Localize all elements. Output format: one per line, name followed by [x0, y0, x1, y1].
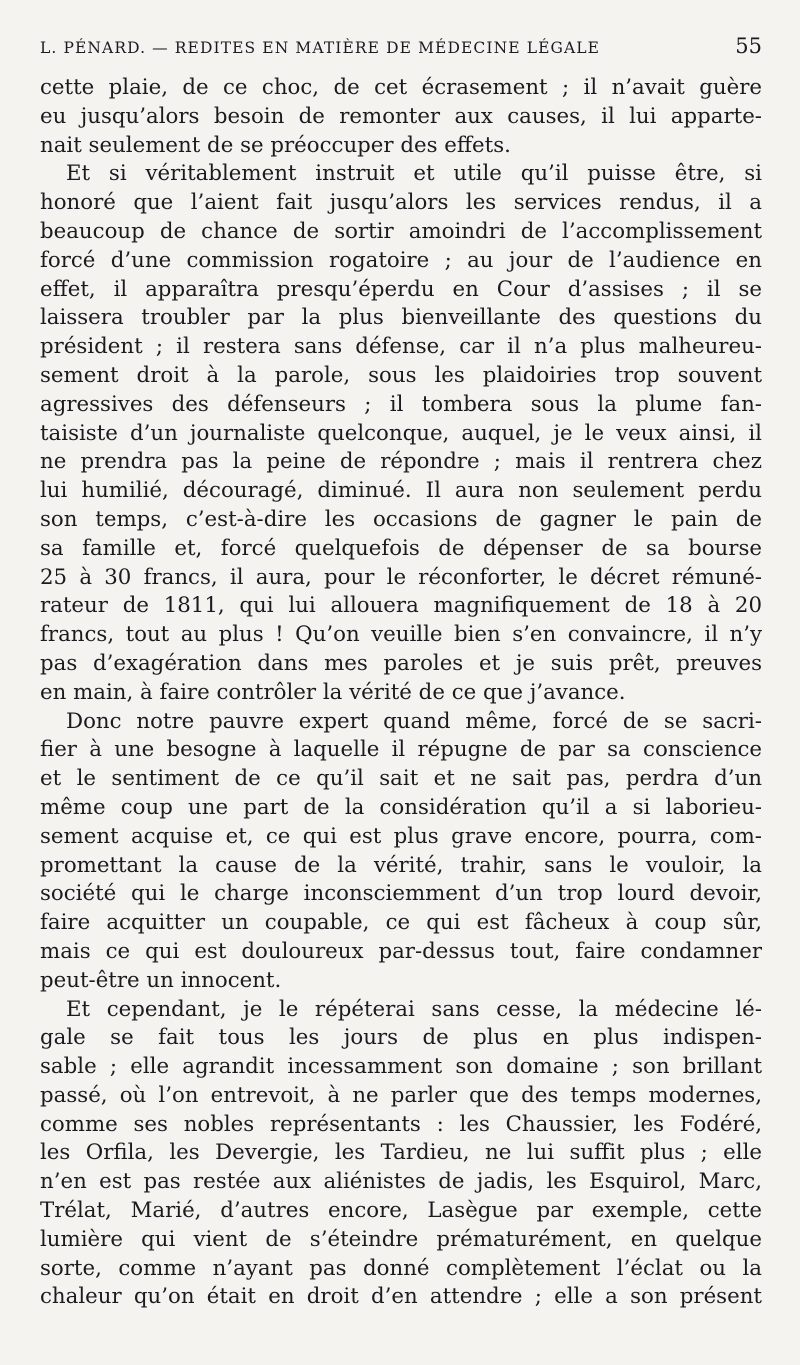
text-line: francs, tout au plus ! Qu’on veuille bien s’en convaincre, il n’y: [40, 622, 762, 648]
text-line: beaucoup de chance de sortir amoindri de l’accomplissement: [40, 218, 762, 244]
text-line: honoré que l’aient fait jusqu’alors les services rendus, il a: [40, 190, 762, 216]
text-line: faire acquitter un coupable, ce qui est fâcheux à coup sûr,: [40, 910, 762, 936]
text-line: effet, il apparaîtra presqu’éperdu en Cour d’assises ; il se: [40, 276, 762, 302]
text-line: et le sentiment de ce qu’il sait et ne sait pas, perdra d’un: [40, 766, 762, 792]
text-line: en main, à faire contrôler la vérité de ce que j’avance.: [40, 679, 626, 705]
text-line: ne prendra pas la peine de répondre ; mais il rentrera chez: [40, 449, 762, 475]
text-line: société qui le charge inconsciemment d’un trop lourd devoir,: [40, 881, 762, 907]
running-title: L. PÉNARD. — REDITES EN MATIÈRE DE MÉDECINE LÉGALE: [40, 39, 601, 57]
text-line: même coup une part de la considération qu’il a si laborieu-: [40, 794, 762, 820]
text-line: laissera troubler par la plus bienveillante des questions du: [40, 305, 762, 331]
text-line: comme ses nobles représentants : les Chaussier, les Fodéré,: [40, 1111, 762, 1137]
text-line: son temps, c’est-à-dire les occasions de gagner le pain de: [40, 506, 762, 532]
text-line: promettant la cause de la vérité, trahir, sans le vouloir, la: [40, 852, 762, 878]
text-line: chaleur qu’on était en droit d’en attendre ; elle a son présent: [40, 1284, 762, 1310]
text-line: Et cependant, je le répéterai sans cesse, la médecine lé-: [66, 996, 762, 1022]
text-line: forcé d’une commission rogatoire ; au jour de l’audience en: [40, 247, 762, 273]
text-line: mais ce qui est douloureux par-dessus tout, faire condamner: [40, 938, 762, 964]
text-line: eu jusqu’alors besoin de remonter aux causes, il lui apparte-: [40, 103, 762, 129]
text-line: pas d’exagération dans mes paroles et je suis prêt, preuves: [40, 650, 762, 676]
text-line: cette plaie, de ce choc, de cet écrasement ; il n’avait guère: [40, 75, 762, 100]
text-line: n’en est pas restée aux aliénistes de jadis, les Esquirol, Marc,: [40, 1169, 762, 1195]
text-line: 25 à 30 francs, il aura, pour le réconforter, le décret rémuné-: [40, 564, 762, 590]
text-line: fier à une besogne à laquelle il répugne de par sa conscience: [40, 737, 762, 763]
text-line: taisiste d’un journaliste quelconque, auquel, je le veux ainsi, il: [40, 420, 762, 446]
page-number: 55: [735, 34, 762, 58]
text-line: les Orfila, les Devergie, les Tardieu, ne lui suffit plus ; elle: [40, 1140, 762, 1166]
text-line: Et si véritablement instruit et utile qu’il puisse être, si: [66, 161, 762, 187]
text-line: président ; il restera sans défense, car il n’a plus malheureu-: [40, 334, 762, 360]
text-line: sorte, comme n’ayant pas donné complètement l’éclat ou la: [40, 1255, 762, 1281]
text-line: lumière qui vient de s’éteindre prématurément, en quelque: [40, 1226, 762, 1252]
text-line: sement droit à la parole, sous les plaidoiries trop souvent: [40, 362, 762, 388]
text-line: sa famille et, forcé quelquefois de dépenser de sa bourse: [40, 535, 762, 561]
text-line: Trélat, Marié, d’autres encore, Lasègue par exemple, cette: [40, 1198, 762, 1224]
running-head: [40, 34, 762, 68]
text-line: rateur de 1811, qui lui allouera magnifiquement de 18 à 20: [40, 593, 762, 619]
text-line: lui humilié, découragé, diminué. Il aura non seulement perdu: [40, 478, 762, 504]
text-line: agressives des défenseurs ; il tombera sous la plume fan-: [40, 391, 762, 417]
text-line: sement acquise et, ce qui est plus grave encore, pourra, com-: [40, 823, 762, 849]
text-line: peut-être un innocent.: [40, 967, 282, 993]
text-line: gale se fait tous les jours de plus en plus indispen-: [40, 1025, 762, 1051]
body-text: [40, 74, 762, 1312]
text-line: passé, où l’on entrevoit, à ne parler que des temps modernes,: [40, 1082, 762, 1108]
text-line: Donc notre pauvre expert quand même, forcé de se sacri-: [66, 708, 762, 734]
text-line: nait seulement de se préoccuper des effets.: [40, 132, 511, 158]
text-line: sable ; elle agrandit incessamment son domaine ; son brillant: [40, 1054, 762, 1080]
